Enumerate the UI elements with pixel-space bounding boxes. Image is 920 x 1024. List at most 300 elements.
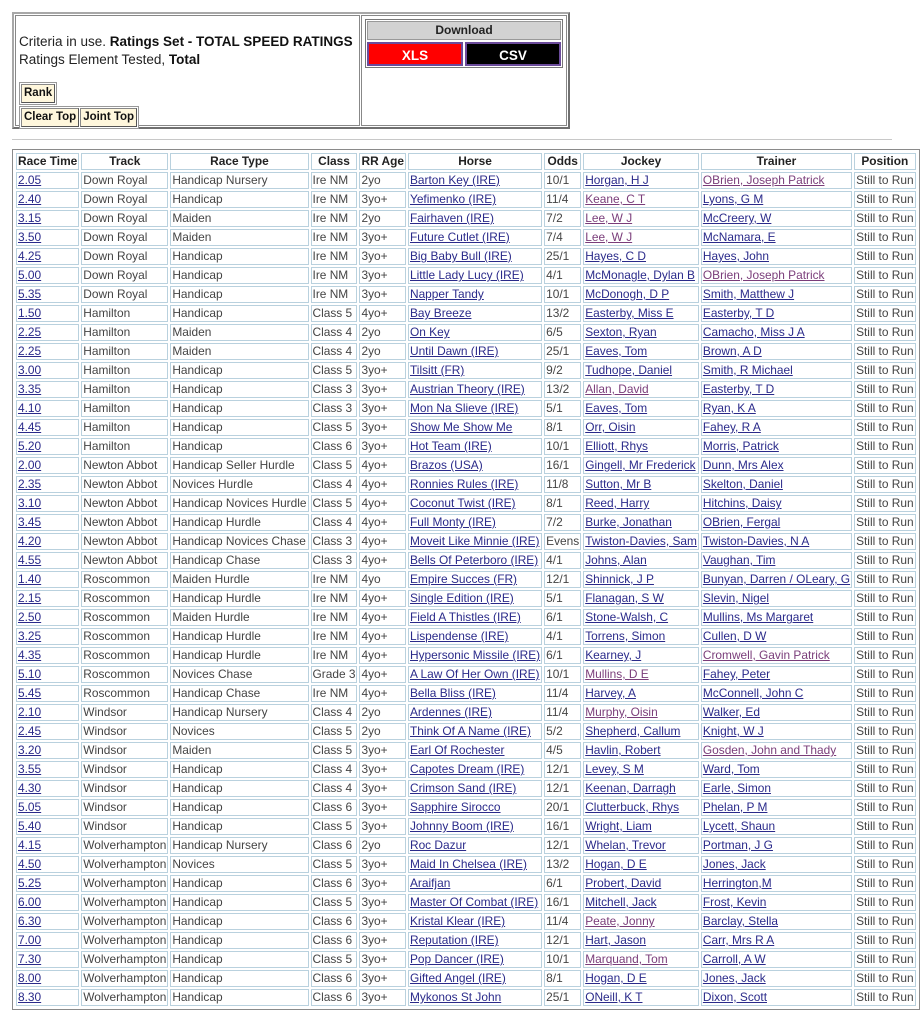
position-cell: Still to Run	[856, 534, 914, 548]
track-cell: Wolverhampton	[83, 990, 167, 1004]
horse-link[interactable]: Full Monty (IRE)	[409, 515, 496, 529]
jockey-link[interactable]: Sexton, Ryan	[585, 325, 657, 339]
horse-link[interactable]: Big Baby Bull (IRE)	[409, 249, 512, 263]
horse-link[interactable]: Until Dawn (IRE)	[409, 344, 499, 358]
trainer-link[interactable]: Fahey, R A	[702, 420, 761, 434]
csv-download-button[interactable]: CSV	[465, 42, 561, 66]
jockey-link[interactable]: Johns, Alan	[585, 553, 647, 567]
jockey-link[interactable]: ONeill, K T	[585, 990, 643, 1004]
odds-cell: 7/2	[544, 210, 581, 227]
jockey-link[interactable]: Hart, Jason	[585, 933, 647, 947]
results-table	[14, 151, 918, 1008]
track-cell: Down Royal	[81, 172, 168, 189]
race-time-link[interactable]: 5.25	[18, 876, 42, 890]
horse-link[interactable]: Lispendense (IRE)	[409, 629, 509, 643]
race-time-link[interactable]: 5.00	[18, 268, 42, 282]
jockey-link[interactable]: Shinnick, J P	[585, 572, 654, 586]
race-time-link[interactable]: 3.10	[18, 496, 42, 510]
track-cell: Newton Abbot	[81, 514, 168, 531]
horse-link[interactable]: Kristal Klear (IRE)	[409, 914, 506, 928]
trainer-link[interactable]: Barclay, Stella	[702, 914, 779, 928]
race-type-cell: Handicap	[170, 818, 308, 835]
race-time-link[interactable]: 8.00	[18, 971, 42, 985]
race-time-link[interactable]: 6.00	[18, 895, 42, 909]
race-type-cell: Maiden	[170, 742, 308, 759]
trainer-link[interactable]: Easterby, T D	[702, 382, 775, 396]
time-cell	[16, 647, 79, 664]
trainer-link[interactable]: McNamara, E	[702, 230, 776, 244]
rr-age-cell: 4yo+	[359, 305, 406, 322]
race-time-link[interactable]: 4.25	[18, 249, 42, 263]
trainer-link[interactable]: Slevin, Nigel	[702, 591, 769, 605]
jockey-link[interactable]: Torrens, Simon	[585, 629, 666, 643]
position-cell: Still to Run	[856, 515, 914, 529]
odds-cell: 12/1	[544, 780, 581, 797]
header-class: Class	[311, 153, 358, 170]
track-cell: Wolverhampton	[83, 952, 167, 966]
track-cell: Hamilton	[81, 438, 168, 455]
odds-cell: 10/1	[544, 666, 581, 683]
jockey-cell	[583, 685, 699, 702]
trainer-link[interactable]: McCreery, W	[702, 211, 772, 225]
race-time-link[interactable]: 7.30	[18, 952, 42, 966]
horse-link[interactable]: Bay Breeze	[409, 306, 472, 320]
horse-link[interactable]: Little Lady Lucy (IRE)	[409, 268, 524, 282]
horse-link[interactable]: Johnny Boom (IRE)	[409, 819, 514, 833]
trainer-link[interactable]: Earle, Simon	[702, 781, 771, 795]
time-cell	[16, 191, 79, 208]
trainer-link[interactable]: Ryan, K A	[702, 401, 756, 415]
class-cell: Class 4	[311, 343, 358, 360]
race-type-cell: Novices	[170, 723, 308, 740]
horse-link[interactable]: Single Edition (IRE)	[409, 591, 514, 605]
jockey-link[interactable]: Havlin, Robert	[585, 743, 661, 757]
xls-download-button[interactable]: XLS	[367, 42, 463, 66]
horse-link[interactable]: Hypersonic Missile (IRE)	[409, 648, 541, 662]
odds-cell: 4/1	[544, 628, 581, 645]
race-time-link[interactable]: 5.05	[18, 800, 42, 814]
horse-link[interactable]: Hot Team (IRE)	[409, 439, 492, 453]
track-cell: Hamilton	[81, 381, 168, 398]
table-row	[16, 590, 916, 607]
class-cell: Grade 3	[312, 667, 356, 681]
criteria-ratings-set-line	[19, 33, 356, 51]
trainer-link[interactable]: Brown, A D	[702, 344, 762, 358]
trainer-link[interactable]: Ward, Tom	[702, 762, 760, 776]
track-cell: Windsor	[81, 704, 168, 721]
jockey-link[interactable]: Murphy, Oisin	[585, 705, 658, 719]
jockey-link[interactable]: Easterby, Miss E	[585, 306, 674, 320]
race-time-link[interactable]: 3.20	[18, 743, 42, 757]
rr-age-cell: 4yo+	[359, 514, 406, 531]
horse-link[interactable]: Barton Key (IRE)	[409, 173, 500, 187]
track-cell: Wolverhampton	[83, 971, 167, 985]
class-cell: Class 6	[311, 799, 358, 816]
trainer-link[interactable]: Jones, Jack	[702, 857, 766, 871]
horse-link[interactable]: Reputation (IRE)	[409, 933, 499, 947]
trainer-link[interactable]: Walker, Ed	[702, 705, 760, 719]
horse-link[interactable]: Ardennes (IRE)	[409, 705, 492, 719]
horse-cell	[408, 400, 542, 417]
time-cell	[16, 723, 79, 740]
class-cell: Class 4	[311, 761, 358, 778]
trainer-cell	[701, 381, 852, 398]
horse-cell	[408, 172, 542, 189]
position-cell: Still to Run	[856, 838, 914, 852]
jockey-link[interactable]: Sutton, Mr B	[585, 477, 652, 491]
horse-link[interactable]: Fairhaven (IRE)	[409, 211, 494, 225]
horse-link[interactable]: Pop Dancer (IRE)	[409, 952, 504, 966]
jockey-link[interactable]: Eaves, Tom	[585, 401, 648, 415]
horse-cell	[408, 970, 542, 987]
trainer-link[interactable]: Gosden, John and Thady	[702, 743, 837, 757]
jockey-link[interactable]: Harvey, A	[585, 686, 636, 700]
track-cell: Roscommon	[81, 666, 168, 683]
trainer-link[interactable]: Mullins, Ms Margaret	[702, 610, 814, 624]
trainer-link[interactable]: Hitchins, Daisy	[702, 496, 782, 510]
race-time-link[interactable]: 3.55	[18, 762, 42, 776]
jockey-cell	[583, 609, 699, 626]
horse-cell	[408, 381, 542, 398]
horse-link[interactable]: Bella Bliss (IRE)	[409, 686, 496, 700]
race-time-link[interactable]: 6.30	[18, 914, 42, 928]
jockey-link[interactable]: Twiston-Davies, Sam	[585, 534, 697, 548]
trainer-link[interactable]: OBrien, Joseph Patrick	[702, 268, 825, 282]
track-cell: Roscommon	[81, 628, 168, 645]
horse-link[interactable]: Sapphire Sirocco	[409, 800, 501, 814]
trainer-link[interactable]: Cromwell, Gavin Patrick	[702, 648, 830, 662]
horse-link[interactable]: Roc Dazur	[409, 838, 467, 852]
track-cell: Roscommon	[81, 647, 168, 664]
race-type-cell: Handicap	[170, 305, 308, 322]
horse-link[interactable]: Yefimenko (IRE)	[409, 192, 497, 206]
race-time-link[interactable]: 4.35	[18, 648, 42, 662]
horse-cell	[408, 457, 542, 474]
race-time-link[interactable]: 2.25	[18, 344, 42, 358]
jockey-link[interactable]: Wright, Liam	[585, 819, 652, 833]
horse-link[interactable]: Future Cutlet (IRE)	[409, 230, 510, 244]
horse-link[interactable]: Araifjan	[409, 876, 451, 890]
trainer-cell	[701, 590, 852, 607]
position-cell: Still to Run	[856, 192, 914, 206]
criteria-element-line	[19, 51, 356, 69]
race-time-link[interactable]: 5.45	[18, 686, 42, 700]
table-row	[16, 818, 916, 835]
rr-age-cell: 3yo+	[359, 951, 406, 968]
horse-link[interactable]: On Key	[409, 325, 450, 339]
race-time-link[interactable]: 2.50	[18, 610, 42, 624]
race-time-link[interactable]: 3.15	[18, 211, 42, 225]
jockey-link[interactable]: Flanagan, S W	[585, 591, 664, 605]
horse-link[interactable]: Napper Tandy	[409, 287, 484, 301]
rank-button[interactable]: Rank	[21, 84, 55, 103]
trainer-cell	[701, 856, 852, 873]
horse-link[interactable]: Tilsitt (FR)	[409, 363, 465, 377]
odds-cell: 8/1	[544, 495, 581, 512]
horse-link[interactable]: Empire Succes (FR)	[409, 572, 518, 586]
jockey-link[interactable]: Peate, Jonny	[585, 914, 655, 928]
horse-link[interactable]: Mon Na Slieve (IRE)	[409, 401, 519, 415]
position-cell: Still to Run	[856, 648, 914, 662]
horse-link[interactable]: Crimson Sand (IRE)	[409, 781, 517, 795]
race-time-link[interactable]: 2.25	[18, 325, 42, 339]
trainer-link[interactable]: OBrien, Fergal	[702, 515, 781, 529]
table-row	[16, 343, 916, 360]
race-time-link[interactable]: 2.00	[18, 458, 42, 472]
table-row	[16, 210, 916, 227]
jockey-link[interactable]: Hogan, D E	[585, 971, 647, 985]
time-cell	[16, 172, 79, 189]
trainer-link[interactable]: Bunyan, Darren / OLeary, G	[702, 572, 851, 586]
jockey-link[interactable]: Levey, S M	[585, 762, 644, 776]
time-cell	[16, 267, 79, 284]
trainer-link[interactable]: Knight, W J	[702, 724, 764, 738]
jockey-link[interactable]: Mitchell, Jack	[585, 895, 657, 909]
trainer-link[interactable]: Carr, Mrs R A	[702, 933, 775, 947]
jockey-link[interactable]: Gingell, Mr Frederick	[585, 458, 696, 472]
horse-cell	[408, 875, 542, 892]
race-type-cell: Handicap Nursery	[170, 704, 308, 721]
jockey-link[interactable]: Eaves, Tom	[585, 344, 648, 358]
trainer-link[interactable]: Easterby, T D	[702, 306, 775, 320]
trainer-link[interactable]: Morris, Patrick	[702, 439, 779, 453]
horse-link[interactable]: Austrian Theory (IRE)	[409, 382, 525, 396]
race-type-cell: Maiden	[170, 229, 308, 246]
odds-cell: 12/1	[544, 571, 581, 588]
race-time-link[interactable]: 2.05	[18, 173, 42, 187]
time-cell	[16, 210, 79, 227]
jockey-link[interactable]: Orr, Oisin	[585, 420, 636, 434]
race-type-cell: Maiden	[170, 210, 308, 227]
odds-cell: 7/4	[544, 229, 581, 246]
jockey-cell	[583, 210, 699, 227]
odds-cell: 25/1	[544, 989, 581, 1006]
trainer-link[interactable]: Frost, Kevin	[702, 895, 767, 909]
horse-link[interactable]: Show Me Show Me	[409, 420, 513, 434]
horse-link[interactable]: Gifted Angel (IRE)	[409, 971, 506, 985]
race-time-link[interactable]: 3.50	[18, 230, 42, 244]
horse-link[interactable]: Capotes Dream (IRE)	[409, 762, 525, 776]
jockey-link[interactable]: Shepherd, Callum	[585, 724, 681, 738]
race-time-link[interactable]: 4.30	[18, 781, 42, 795]
trainer-link[interactable]: OBrien, Joseph Patrick	[702, 173, 825, 187]
class-cell: Ire NM	[311, 267, 358, 284]
jockey-link[interactable]: McDonogh, D P	[585, 287, 670, 301]
table-row	[16, 780, 916, 797]
horse-cell	[408, 267, 542, 284]
race-type-cell: Handicap	[170, 932, 308, 949]
trainer-link[interactable]: Jones, Jack	[702, 971, 766, 985]
trainer-link[interactable]: Portman, J G	[702, 838, 773, 852]
position-cell: Still to Run	[856, 857, 914, 871]
race-time-link[interactable]: 4.20	[18, 534, 42, 548]
download-table	[365, 19, 563, 68]
horse-link[interactable]: Moveit Like Minnie (IRE)	[409, 534, 540, 548]
horse-link[interactable]: Brazos (USA)	[409, 458, 483, 472]
race-time-link[interactable]: 5.35	[18, 287, 42, 301]
race-time-link[interactable]: 2.35	[18, 477, 42, 491]
horse-link[interactable]: Earl Of Rochester	[409, 743, 505, 757]
race-time-link[interactable]: 4.55	[18, 553, 42, 567]
horse-cell	[408, 932, 542, 949]
race-time-link[interactable]: 2.45	[18, 724, 42, 738]
position-cell: Still to Run	[856, 743, 914, 757]
jockey-link[interactable]: McMonagle, Dylan B	[585, 268, 695, 282]
trainer-link[interactable]: Cullen, D W	[702, 629, 767, 643]
table-row	[16, 552, 916, 569]
horse-link[interactable]: Maid In Chelsea (IRE)	[409, 857, 527, 871]
race-time-link[interactable]: 1.50	[18, 306, 42, 320]
criteria-info	[15, 15, 360, 126]
rr-age-cell: 3yo+	[359, 818, 406, 835]
jockey-cell	[583, 552, 699, 569]
rr-age-cell: 3yo+	[359, 229, 406, 246]
jockey-cell	[583, 856, 699, 873]
rr-age-cell: 4yo+	[359, 590, 406, 607]
jockey-cell	[583, 172, 699, 189]
trainer-link[interactable]: Dunn, Mrs Alex	[702, 458, 784, 472]
horse-link[interactable]: Bells Of Peterboro (IRE)	[409, 553, 539, 567]
jockey-cell	[583, 324, 699, 341]
horse-link[interactable]: Ronnies Rules (IRE)	[409, 477, 519, 491]
rr-age-cell: 4yo	[359, 571, 406, 588]
trainer-link[interactable]: Phelan, P M	[702, 800, 768, 814]
jockey-link[interactable]: Allan, David	[585, 382, 649, 396]
horse-link[interactable]: Master Of Combat (IRE)	[409, 895, 539, 909]
table-row	[16, 647, 916, 664]
race-type-cell: Handicap	[170, 400, 308, 417]
horse-link[interactable]: Field A Thistles (IRE)	[409, 610, 521, 624]
race-time-link[interactable]: 4.50	[18, 857, 42, 871]
jockey-link[interactable]: Keane, C T	[585, 192, 646, 206]
trainer-link[interactable]: Lyons, G M	[702, 192, 764, 206]
race-time-link[interactable]: 4.10	[18, 401, 42, 415]
race-time-link[interactable]: 4.45	[18, 420, 42, 434]
time-cell	[16, 286, 79, 303]
race-time-link[interactable]: 3.25	[18, 629, 42, 643]
clear-top-button[interactable]: Clear Top	[21, 108, 79, 127]
rr-age-cell: 2yo	[359, 723, 406, 740]
odds-cell: 4/1	[544, 267, 581, 284]
rr-age-cell: 3yo+	[359, 780, 406, 797]
race-time-link[interactable]: 3.35	[18, 382, 42, 396]
time-cell	[16, 932, 79, 949]
horse-cell	[408, 514, 542, 531]
trainer-link[interactable]: Lycett, Shaun	[702, 819, 776, 833]
trainer-link[interactable]: Skelton, Daniel	[702, 477, 783, 491]
race-time-link[interactable]: 5.20	[18, 439, 42, 453]
race-type-cell: Handicap	[170, 970, 308, 987]
odds-cell: 10/1	[544, 951, 581, 968]
class-cell: Class 6	[311, 989, 358, 1006]
trainer-link[interactable]: Fahey, Peter	[702, 667, 771, 681]
class-cell: Class 4	[311, 780, 358, 797]
class-cell: Class 6	[311, 932, 358, 949]
race-time-link[interactable]: 5.40	[18, 819, 42, 833]
class-cell: Class 5	[311, 723, 358, 740]
track-cell: Roscommon	[81, 609, 168, 626]
horse-link[interactable]: A Law Of Her Own (IRE)	[409, 667, 540, 681]
table-row	[16, 172, 916, 189]
jockey-link[interactable]: Burke, Jonathan	[585, 515, 672, 529]
time-cell	[16, 362, 79, 379]
horse-link[interactable]: Coconut Twist (IRE)	[409, 496, 516, 510]
jockey-link[interactable]: Lee, W J	[585, 230, 633, 244]
rr-age-cell: 3yo+	[359, 267, 406, 284]
race-time-link[interactable]: 4.15	[18, 838, 42, 852]
race-time-link[interactable]: 3.00	[18, 363, 42, 377]
race-time-link[interactable]: 1.40	[18, 572, 42, 586]
jockey-link[interactable]: Hayes, C D	[585, 249, 647, 263]
table-row	[16, 286, 916, 303]
trainer-link[interactable]: Twiston-Davies, N A	[702, 534, 810, 548]
joint-top-button[interactable]: Joint Top	[80, 108, 137, 127]
jockey-cell	[583, 305, 699, 322]
race-type-cell: Handicap	[170, 248, 308, 265]
jockey-link[interactable]: Reed, Harry	[585, 496, 650, 510]
header-position: Position	[854, 153, 916, 170]
race-time-link[interactable]: 5.10	[18, 667, 42, 681]
jockey-link[interactable]: Hogan, D E	[585, 857, 647, 871]
rr-age-cell: 3yo+	[359, 856, 406, 873]
jockey-link[interactable]: Clutterbuck, Rhys	[585, 800, 680, 814]
rr-age-cell: 3yo+	[359, 362, 406, 379]
race-time-link[interactable]: 7.00	[18, 933, 42, 947]
jockey-link[interactable]: Keenan, Darragh	[585, 781, 676, 795]
jockey-link[interactable]: Tudhope, Daniel	[585, 363, 673, 377]
race-time-link[interactable]: 2.10	[18, 705, 42, 719]
odds-cell: 9/2	[544, 362, 581, 379]
race-type-cell: Handicap	[170, 875, 308, 892]
trainer-link[interactable]: Camacho, Miss J A	[702, 325, 805, 339]
rr-age-cell: 3yo+	[359, 913, 406, 930]
odds-cell: 4/5	[544, 742, 581, 759]
horse-cell	[408, 989, 542, 1006]
trainer-link[interactable]: Carroll, A W	[702, 952, 766, 966]
horse-cell	[408, 837, 542, 854]
race-time-link[interactable]: 2.40	[18, 192, 42, 206]
trainer-link[interactable]: Herrington,M	[702, 876, 772, 890]
trainer-link[interactable]: Smith, Matthew J	[702, 287, 795, 301]
horse-link[interactable]: Mykonos St John	[409, 990, 502, 1004]
jockey-link[interactable]: Whelan, Trevor	[585, 838, 666, 852]
horse-cell	[408, 419, 542, 436]
race-type-cell: Maiden	[170, 324, 308, 341]
race-time-link[interactable]: 2.15	[18, 591, 42, 605]
horse-link[interactable]: Think Of A Name (IRE)	[409, 724, 531, 738]
jockey-link[interactable]: Kearney, J	[585, 648, 642, 662]
position-cell: Still to Run	[856, 230, 914, 244]
trainer-link[interactable]: Smith, R Michael	[702, 363, 793, 377]
jockey-link[interactable]: Horgan, H J	[585, 173, 649, 187]
track-cell: Down Royal	[81, 248, 168, 265]
position-cell: Still to Run	[856, 971, 914, 985]
jockey-link[interactable]: Probert, David	[585, 876, 662, 890]
trainer-link[interactable]: McConnell, John C	[702, 686, 804, 700]
trainer-link[interactable]: Hayes, John	[702, 249, 769, 263]
position-cell: Still to Run	[856, 420, 914, 434]
position-cell: Still to Run	[856, 401, 914, 415]
jockey-link[interactable]: Elliott, Rhys	[585, 439, 648, 453]
race-time-link[interactable]: 3.45	[18, 515, 42, 529]
trainer-link[interactable]: Vaughan, Tim	[702, 553, 776, 567]
race-time-link[interactable]: 8.30	[18, 990, 42, 1004]
jockey-link[interactable]: Mullins, D E	[585, 667, 649, 681]
jockey-link[interactable]: Marquand, Tom	[585, 952, 668, 966]
jockey-link[interactable]: Lee, W J	[585, 211, 633, 225]
jockey-link[interactable]: Stone-Walsh, C	[585, 610, 669, 624]
trainer-link[interactable]: Dixon, Scott	[702, 990, 767, 1004]
